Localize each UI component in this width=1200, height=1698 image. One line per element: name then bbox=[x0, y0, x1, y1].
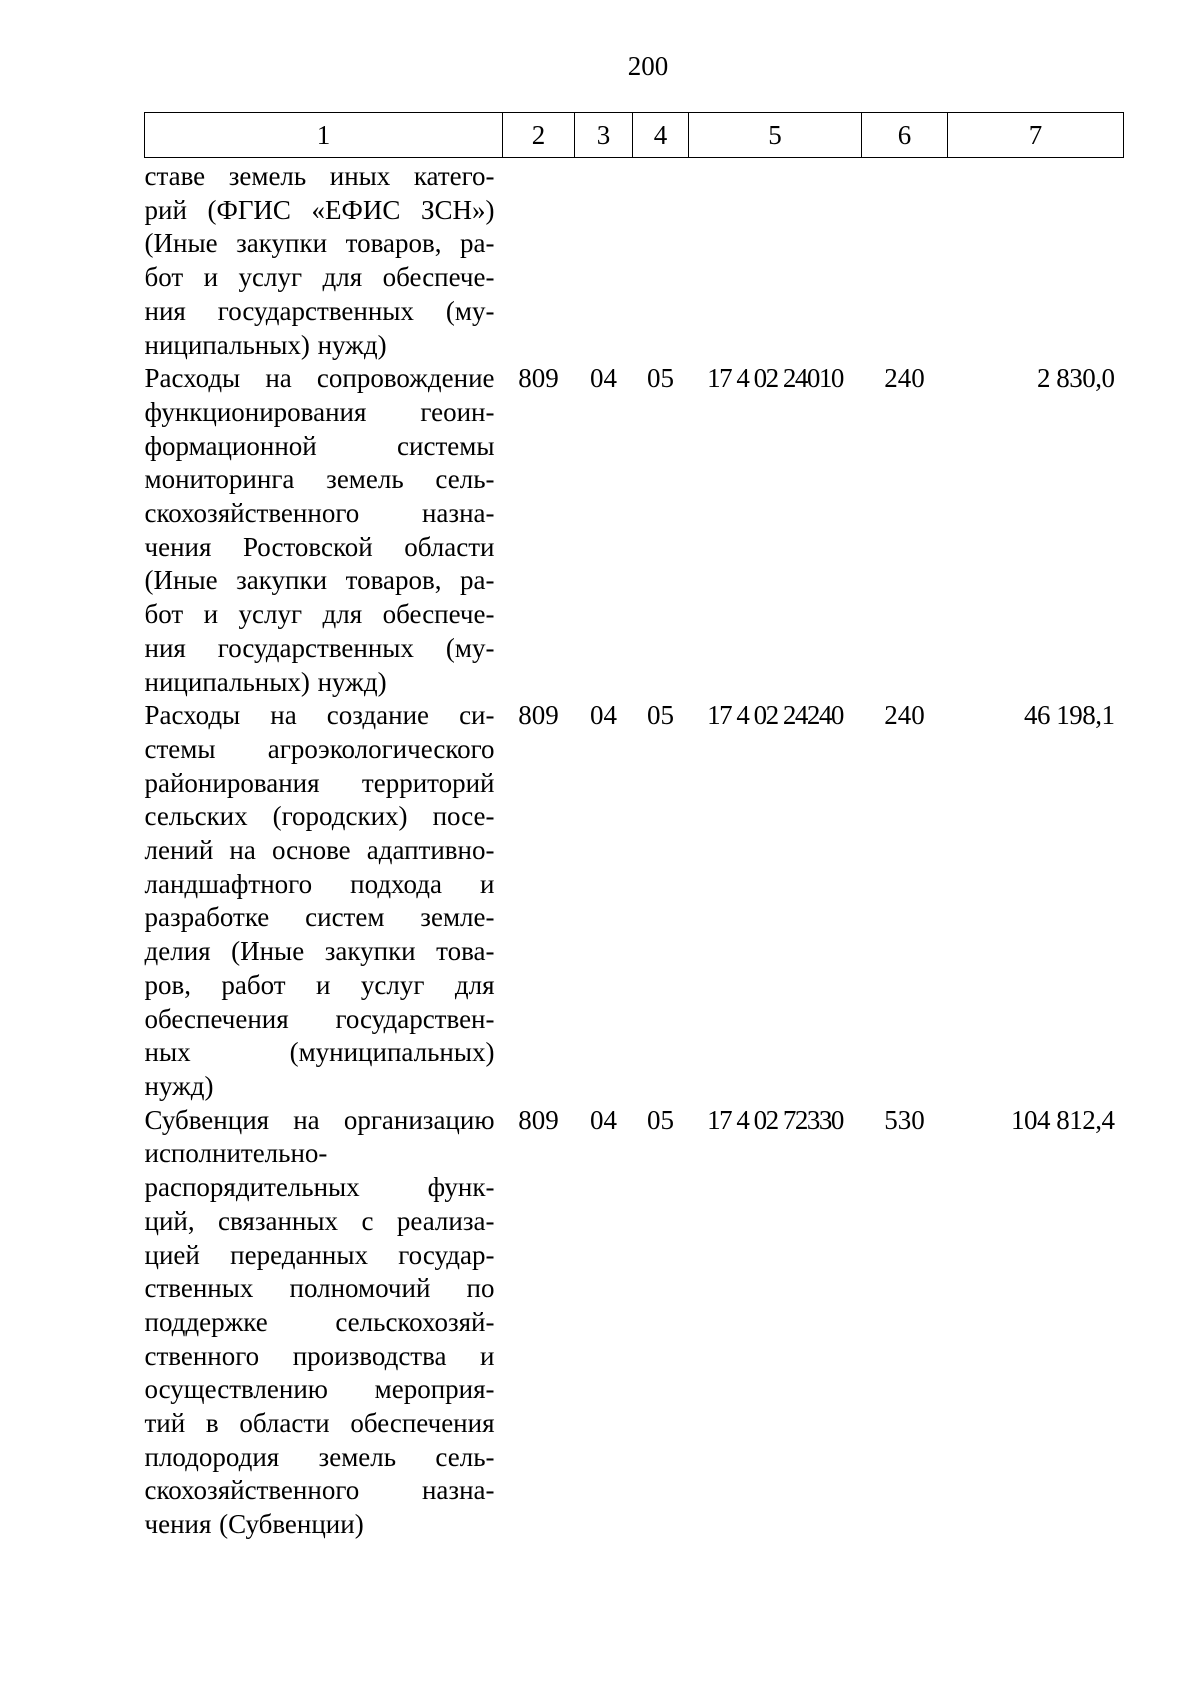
subsection-code: 05 bbox=[647, 363, 674, 394]
expense-type-code: 240 bbox=[884, 700, 925, 731]
description-line: ставе земель иных катего- bbox=[144, 161, 495, 191]
description-line: ственного производства и bbox=[144, 1340, 495, 1371]
description-line: мониторинга земель сель- bbox=[144, 464, 495, 495]
section-code: 04 bbox=[590, 363, 617, 394]
target-article-code bbox=[689, 158, 862, 363]
description-line: сельских (городских) посе- bbox=[144, 801, 495, 832]
ministry-code: 809 bbox=[518, 700, 559, 731]
row-description bbox=[145, 1104, 503, 1542]
description-line: нужд) bbox=[144, 1070, 214, 1101]
description-line: (Иные закупки товаров, ра- bbox=[144, 228, 495, 259]
target-article-code: 17 4 02 72330 bbox=[707, 1104, 843, 1135]
description-line: тий в области обеспечения bbox=[144, 1408, 495, 1439]
section-code: 04 bbox=[590, 700, 617, 731]
target-article-code: 17 4 02 24240 bbox=[707, 700, 843, 731]
description-line: скохозяйственного назна- bbox=[144, 1475, 495, 1506]
description-line: лений на основе адаптивно- bbox=[144, 835, 495, 866]
description-line: ниципальных) нужд) bbox=[144, 666, 387, 697]
table-row bbox=[145, 362, 1124, 699]
table-row bbox=[145, 158, 1124, 363]
description-line: Расходы на сопровождение bbox=[144, 363, 495, 394]
description-line: ров, работ и услуг для bbox=[144, 969, 495, 1000]
description-line: плодородия земель сель- bbox=[144, 1441, 495, 1472]
description-line: ния государственных (му- bbox=[144, 632, 495, 663]
section-code bbox=[575, 158, 633, 363]
header-col-3: 3 bbox=[575, 113, 633, 158]
target-article-code: 17 4 02 24010 bbox=[707, 363, 843, 394]
row-description bbox=[145, 362, 503, 699]
header-col-1: 1 bbox=[145, 113, 503, 158]
row-description bbox=[145, 158, 503, 363]
description-line: распорядительных функ- bbox=[144, 1172, 495, 1203]
description-line: бот и услуг для обеспече- bbox=[144, 599, 495, 630]
description-line: чения (Субвенции) bbox=[144, 1509, 364, 1540]
table-header bbox=[145, 113, 1124, 158]
description-line: Субвенция на организацию bbox=[144, 1104, 495, 1135]
description-line: Расходы на создание си- bbox=[144, 700, 495, 731]
expense-type-code: 240 bbox=[884, 363, 925, 394]
description-line: (Иные закупки товаров, ра- bbox=[144, 565, 495, 596]
description-line: чения Ростовской области bbox=[144, 531, 495, 562]
amount-value: 104 812,4 bbox=[1011, 1104, 1115, 1135]
description-line: скохозяйственного назна- bbox=[144, 498, 495, 529]
description-line: стемы агроэкологического bbox=[144, 733, 495, 764]
expense-type-code bbox=[862, 158, 948, 363]
description-line: ния государственных (му- bbox=[144, 295, 495, 326]
description-line: формационной системы bbox=[144, 430, 495, 461]
description-line: рий (ФГИС «ЕФИС ЗСН») bbox=[144, 194, 495, 225]
ministry-code: 809 bbox=[518, 363, 559, 394]
section-code: 04 bbox=[590, 1104, 617, 1135]
description-line: бот и услуг для обеспече- bbox=[144, 262, 495, 293]
header-col-4: 4 bbox=[633, 113, 689, 158]
amount-value: 46 198,1 bbox=[1024, 700, 1115, 731]
header-col-5: 5 bbox=[689, 113, 862, 158]
header-row bbox=[145, 113, 1124, 158]
expense-type-code: 530 bbox=[884, 1104, 925, 1135]
page-number: 200 bbox=[627, 51, 669, 81]
description-line: поддержке сельскохозяй- bbox=[144, 1306, 495, 1337]
amount-value bbox=[948, 158, 1124, 363]
ministry-code: 809 bbox=[518, 1104, 559, 1135]
table-row bbox=[145, 1104, 1124, 1542]
header-col-6: 6 bbox=[862, 113, 948, 158]
description-line: разработке систем земле- bbox=[144, 902, 495, 933]
budget-table bbox=[144, 112, 1124, 1542]
description-line: обеспечения государствен- bbox=[144, 1003, 495, 1034]
description-line: делия (Иные закупки това- bbox=[144, 936, 495, 967]
subsection-code: 05 bbox=[647, 700, 674, 731]
description-line: ниципальных) нужд) bbox=[144, 329, 387, 360]
ministry-code bbox=[503, 158, 575, 363]
table-body bbox=[145, 158, 1124, 1542]
description-line: осуществлению мероприя- bbox=[144, 1374, 495, 1405]
subsection-code: 05 bbox=[647, 1104, 674, 1135]
row-description bbox=[145, 699, 503, 1103]
description-line: функционирования геоин- bbox=[144, 396, 495, 427]
header-col-2: 2 bbox=[503, 113, 575, 158]
amount-value: 2 830,0 bbox=[1037, 363, 1115, 394]
header-col-7: 7 bbox=[948, 113, 1124, 158]
description-line: ственных полномочий по bbox=[144, 1273, 495, 1304]
description-line: ландшафтного подхода и bbox=[144, 868, 495, 899]
description-line: ных (муниципальных) bbox=[144, 1037, 495, 1068]
description-line: цией переданных государ- bbox=[144, 1239, 495, 1270]
description-line: исполнительно- bbox=[144, 1138, 328, 1169]
description-line: районирования территорий bbox=[144, 767, 495, 798]
table-row bbox=[145, 699, 1124, 1103]
subsection-code bbox=[633, 158, 689, 363]
description-line: ций, связанных с реализа- bbox=[144, 1205, 495, 1236]
